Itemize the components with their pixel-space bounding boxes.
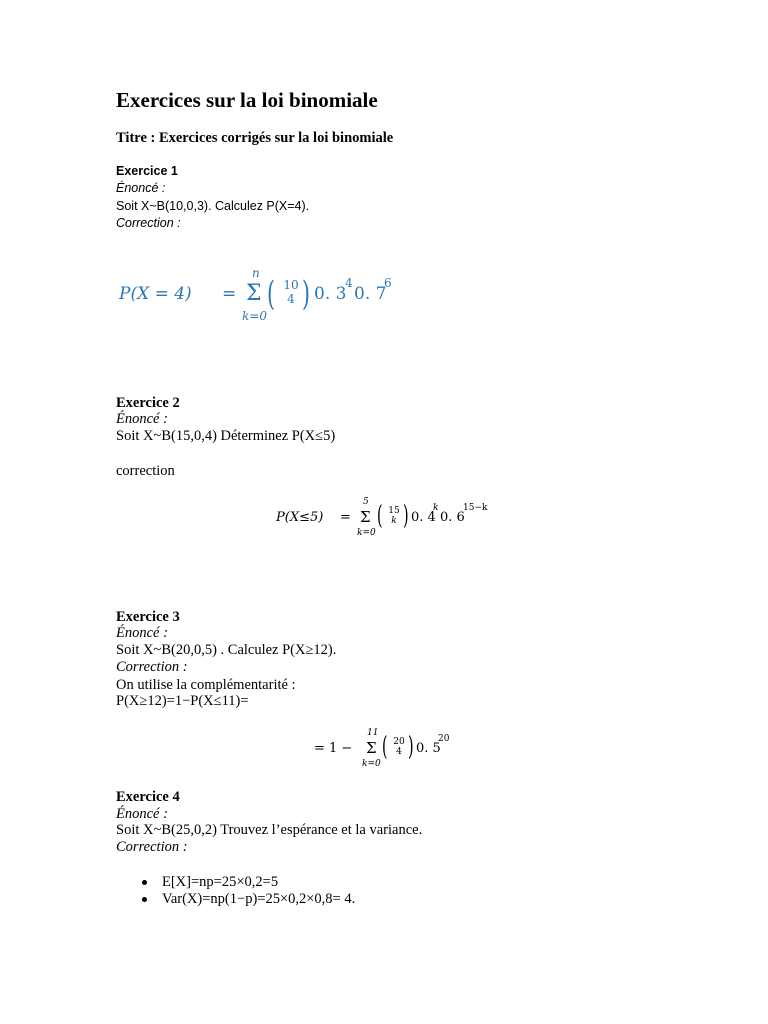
formula-1-right-paren: )	[302, 274, 310, 314]
exercise-3-heading: Exercice 3	[116, 609, 180, 625]
exercise-4-correction-label: Correction :	[116, 839, 188, 855]
exercise-3-correction-label: Correction :	[116, 659, 188, 675]
formula-2-exp-1: k	[433, 503, 439, 513]
formula-1-binom-top: 10	[283, 278, 299, 292]
formula-3-sum-lower: k=0	[362, 759, 381, 769]
formula-2-binom-top: 15	[388, 506, 400, 516]
formula-2-equals: =	[340, 510, 351, 525]
formula-2-left-paren: (	[377, 501, 383, 531]
bullet-dot	[142, 880, 147, 885]
exercise-3-enonce-label: Énoncé :	[116, 625, 168, 641]
exercise-2-heading: Exercice 2	[116, 395, 180, 411]
formula-2-binom-bottom: k	[391, 516, 397, 527]
exercise-4-enonce-label: Énoncé :	[116, 806, 168, 822]
bullet-dot	[142, 897, 147, 902]
formula-3-binomial	[390, 737, 408, 758]
exercise-4-statement: Soit X~B(25,0,2) Trouvez l’espérance et la variance.	[116, 822, 423, 838]
formula-3-binom-top: 20	[393, 737, 405, 747]
formula-1-sum-upper: n	[252, 266, 260, 280]
page-subtitle: Titre : Exercices corrigés sur la loi binomiale	[116, 130, 394, 146]
formula-3-left-paren: (	[382, 732, 388, 762]
formula-1-lhs: P(X = 4)	[119, 284, 192, 304]
exercise-4-heading: Exercice 4	[116, 789, 180, 805]
formula-2-sum-upper: 5	[363, 497, 369, 507]
formula-2-base-2: 0. 6	[440, 510, 465, 525]
list-item: E[X]=np=25×0,2=5	[162, 874, 279, 890]
formula-1-binom-bottom: 4	[287, 291, 295, 306]
exercise-3-line-1: On utilise la complémentarité :	[116, 677, 296, 693]
formula-1-sigma: Σ	[246, 281, 262, 306]
formula-2-exp-2: 15−k	[463, 503, 488, 513]
page-title: Exercices sur la loi binomiale	[116, 88, 378, 112]
exercise-2-enonce-label: Énoncé :	[116, 411, 168, 427]
formula-2-base-1: 0. 4	[411, 510, 436, 525]
exercise-1-statement: Soit X~B(10,0,3). Calculez P(X=4).	[116, 199, 310, 213]
exercise-1-enonce-label: Énoncé :	[116, 181, 166, 195]
exercise-3-statement: Soit X~B(20,0,5) . Calculez P(X≥12).	[116, 642, 337, 658]
formula-1-exp-1: 4	[345, 276, 353, 290]
formula-3-right-paren: )	[408, 732, 414, 762]
formula-2-lhs: P(X≤5)	[276, 510, 324, 525]
exercise-2-correction-label: correction	[116, 463, 175, 479]
formula-3-sigma: Σ	[366, 739, 377, 757]
formula-2-sum-lower: k=0	[357, 528, 376, 538]
list-item: Var(X)=np(1−p)=25×0,2×0,8= 4.	[162, 891, 356, 907]
formula-1-exp-2: 6	[384, 276, 392, 290]
formula-3-equals: = 1 −	[314, 741, 353, 756]
formula-2-sigma: Σ	[360, 508, 371, 526]
formula-3-binom-bottom: 4	[396, 747, 402, 758]
exercise-3-line-2: P(X≥12)=1−P(X≤11)=	[116, 693, 249, 709]
formula-1-base-1: 0. 3	[314, 284, 347, 304]
formula-1-equals: =	[222, 284, 237, 304]
formula-1-binomial	[280, 279, 302, 307]
formula-1-base-2: 0. 7	[354, 284, 387, 304]
formula-1-left-paren: (	[267, 274, 275, 314]
formula-1-sum-lower: k=0	[242, 309, 267, 323]
exercise-2-statement: Soit X~B(15,0,4) Déterminez P(X≤5)	[116, 428, 336, 444]
formula-2-right-paren: )	[403, 501, 409, 531]
formula-3-sum-upper: 11	[367, 728, 379, 738]
formula-3-exp-1: 20	[438, 734, 450, 744]
formula-3-base-1: 0. 5	[416, 741, 441, 756]
exercise-1-heading: Exercice 1	[116, 164, 178, 178]
formula-2-binomial	[385, 506, 403, 527]
exercise-1-correction-label: Correction :	[116, 216, 181, 230]
